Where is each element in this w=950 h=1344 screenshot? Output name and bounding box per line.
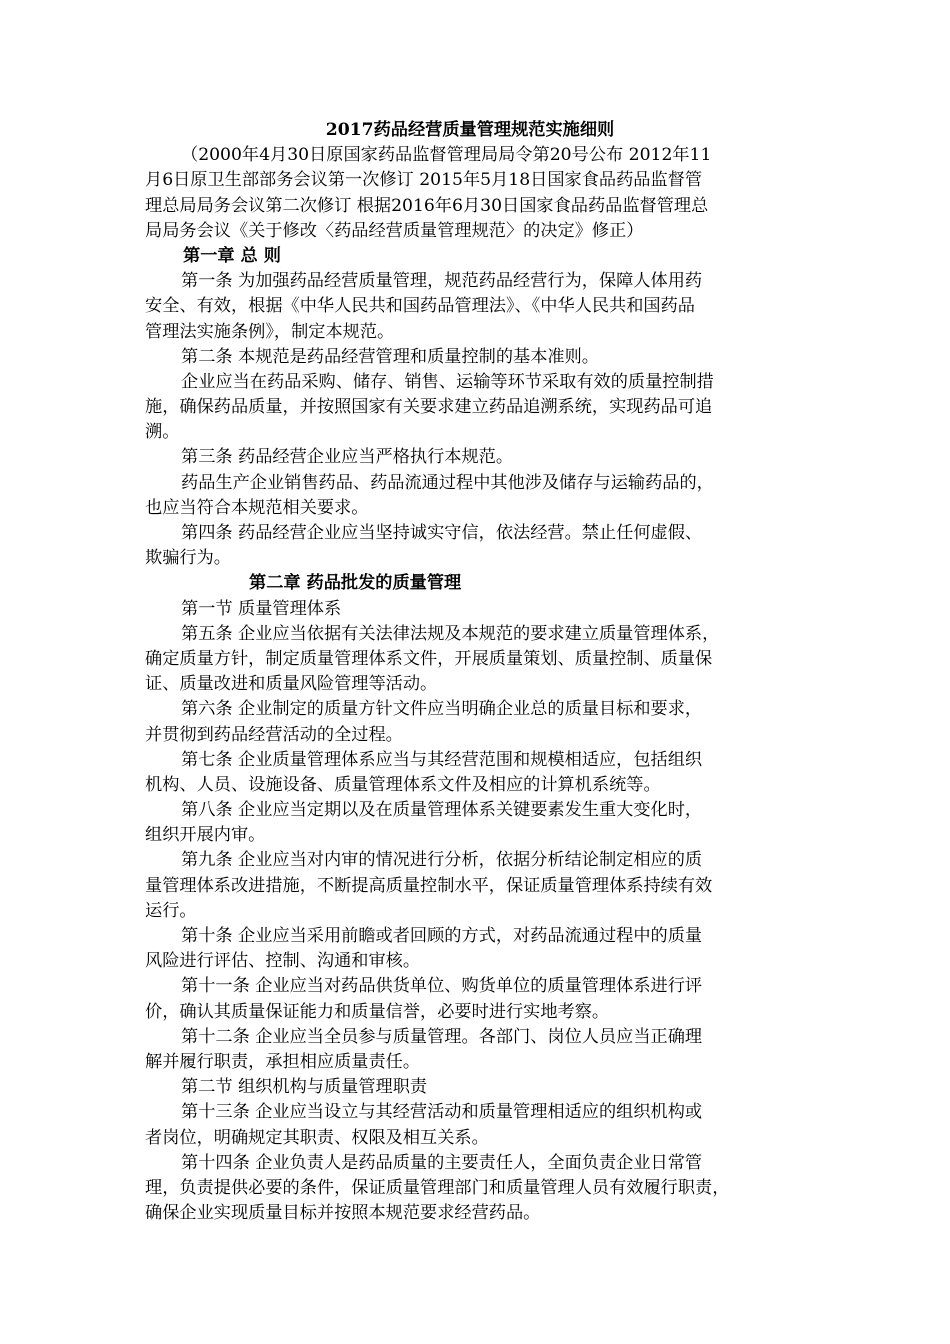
text-line: 第七条 企业质量管理体系应当与其经营范围和规模相适应，包括组织 <box>181 749 703 770</box>
text-line: 运行。 <box>145 900 197 921</box>
text-line: 第六条 企业制定的质量方针文件应当明确企业总的质量目标和要求， <box>181 699 703 720</box>
text-line: 局局务会议《关于修改〈药品经营质量管理规范〉的决定》修正） <box>145 220 644 241</box>
text-line: 欺骗行为。 <box>145 548 231 569</box>
text-line: 者岗位，明确规定其职责、权限及相互关系。 <box>145 1127 489 1148</box>
text-line: 风险进行评估、控制、沟通和审核。 <box>145 951 421 972</box>
text-line: 机构、人员、设施设备、质量管理体系文件及相应的计算机系统等。 <box>145 774 661 795</box>
chapter-heading: 第一章 总 则 <box>183 245 281 266</box>
text-line: 证、质量改进和质量风险管理等活动。 <box>145 674 438 695</box>
text-line: 施，确保药品质量，并按照国家有关要求建立药品追溯系统，实现药品可追 <box>145 397 713 418</box>
text-line: 药品生产企业销售药品、药品流通过程中其他涉及储存与运输药品的， <box>181 472 714 493</box>
text-line: 第八条 企业应当定期以及在质量管理体系关键要素发生重大变化时， <box>181 800 703 821</box>
document-body <box>145 143 795 1226</box>
text-line: 第十一条 企业应当对药品供货单位、购货单位的质量管理体系进行评 <box>181 976 703 997</box>
text-line: 第九条 企业应当对内审的情况进行分析，依据分析结论制定相应的质 <box>181 850 703 871</box>
text-line: 第十条 企业应当采用前瞻或者回顾的方式，对药品流通过程中的质量 <box>181 926 703 946</box>
text-line: （2000年4月30日原国家药品监督管理局局令第20号公布 2012年11 <box>181 145 712 166</box>
text-line: 第十四条 企业负责人是药品质量的主要责任人，全面负责企业日常管 <box>181 1152 703 1173</box>
text-line: 管理法实施条例》，制定本规范。 <box>145 321 395 342</box>
text-line: 解并履行职责，承担相应质量责任。 <box>145 1051 421 1072</box>
text-line: 并贯彻到药品经营活动的全过程。 <box>145 724 403 745</box>
text-line: 第五条 企业应当依据有关法律法规及本规范的要求建立质量管理体系， <box>181 623 720 644</box>
text-line: 第二节 组织机构与质量管理职责 <box>181 1077 428 1098</box>
text-line: 第一节 质量管理体系 <box>181 598 342 619</box>
text-line: 月6日原卫生部部务会议第一次修订 2015年5月18日国家食品药品监督管 <box>145 170 703 191</box>
text-line: 第二条 本规范是药品经营管理和质量控制的基本准则。 <box>181 346 599 367</box>
text-line: 第十二条 企业应当全员参与质量管理。各部门、岗位人员应当正确理 <box>181 1026 703 1047</box>
text-line: 第三条 药品经营企业应当严格执行本规范。 <box>181 447 514 468</box>
text-line: 第十三条 企业应当设立与其经营活动和质量管理相适应的组织机构或 <box>181 1102 703 1123</box>
text-line: 第四条 药品经营企业应当坚持诚实守信，依法经营。禁止任何虚假、 <box>181 523 703 543</box>
text-line: 安全、有效，根据《中华人民共和国药品管理法》、《中华人民共和国药品 <box>145 296 695 317</box>
text-line: 第一条 为加强药品经营质量管理，规范药品经营行为，保障人体用药 <box>181 271 703 292</box>
text-line: 量管理体系改进措施，不断提高质量控制水平，保证质量管理体系持续有效 <box>145 875 713 896</box>
document-title: 2017药品经营质量管理规范实施细则 <box>325 120 615 140</box>
document-page <box>145 118 795 1226</box>
text-line: 溯。 <box>145 422 180 443</box>
text-line: 组织开展内审。 <box>145 825 266 846</box>
text-line: 价，确认其质量保证能力和质量信誉，必要时进行实地考察。 <box>145 1001 610 1022</box>
text-line: 确保企业实现质量目标并按照本规范要求经营药品。 <box>145 1203 541 1224</box>
text-line: 理，负责提供必要的条件，保证质量管理部门和质量管理人员有效履行职责， <box>145 1177 730 1198</box>
text-line: 理总局局务会议第二次修订 根据2016年6月30日国家食品药品监督管理总 <box>145 195 709 216</box>
text-line: 也应当符合本规范相关要求。 <box>145 497 369 518</box>
chapter-heading: 第二章 药品批发的质量管理 <box>249 573 462 594</box>
text-line: 确定质量方针，制定质量管理体系文件，开展质量策划、质量控制、质量保 <box>145 648 713 669</box>
text-line: 企业应当在药品采购、储存、销售、运输等环节采取有效的质量控制措 <box>181 371 714 392</box>
